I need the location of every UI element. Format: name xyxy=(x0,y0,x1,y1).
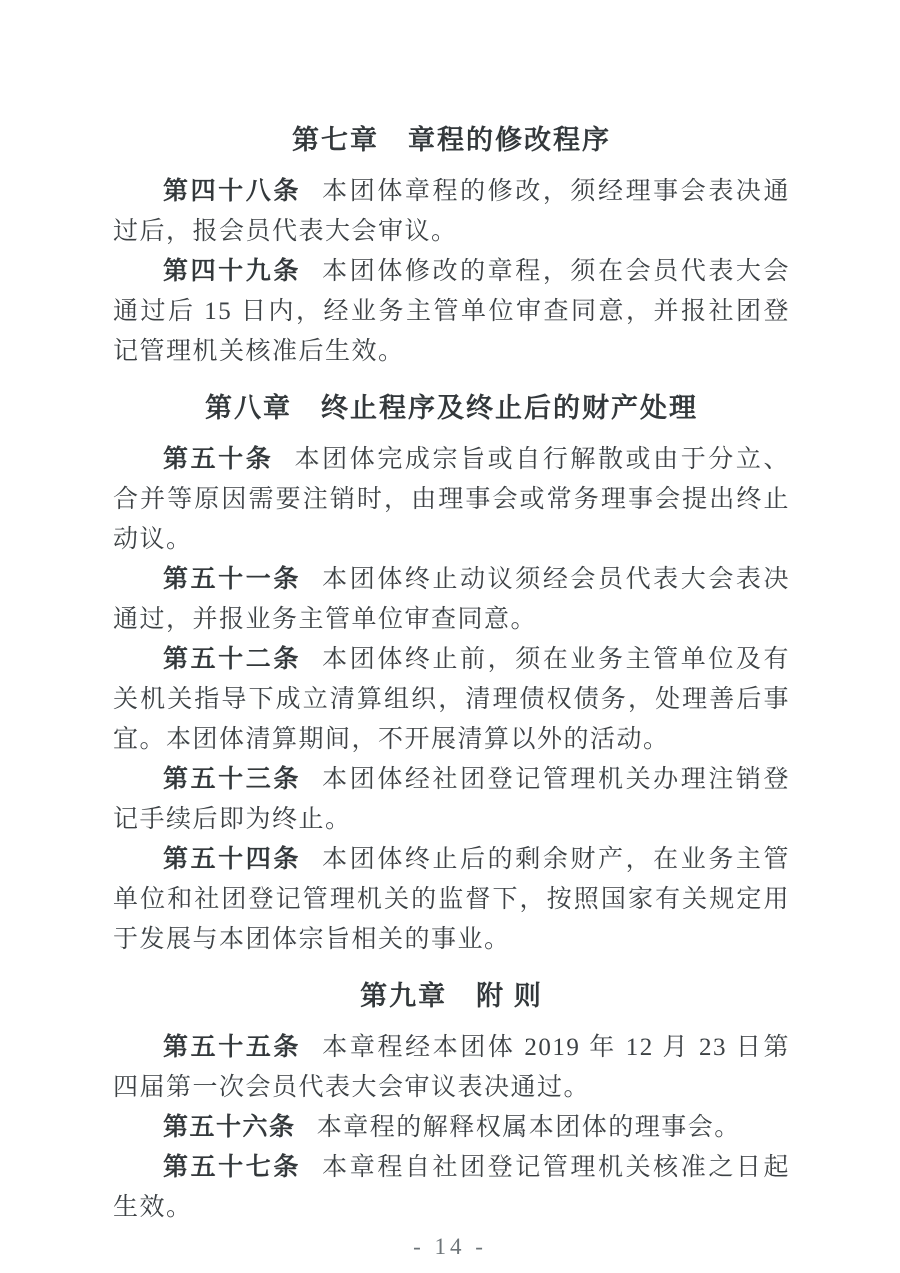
article-paragraph xyxy=(113,252,790,372)
chapter-heading: 第七章 章程的修改程序 xyxy=(292,125,611,155)
article-label: 第五十七条 xyxy=(163,1154,301,1181)
article-label: 第五十条 xyxy=(163,446,274,473)
article-paragraph xyxy=(113,840,790,960)
chapter-section xyxy=(113,976,790,1228)
article-paragraph xyxy=(113,172,790,252)
article-paragraph xyxy=(113,1148,790,1228)
article-text: 本章程自社团登记管理机关核准之日起生效。 xyxy=(113,1154,790,1221)
chapter-heading: 第八章 终止程序及终止后的财产处理 xyxy=(205,393,698,423)
article-text: 本团体修改的章程，须在会员代表大会通过后 15 日内，经业务主管单位审查同意，并报社团登记管理机关核准后生效。 xyxy=(113,258,790,365)
chapter-articles xyxy=(113,1028,790,1228)
page-number: - 14 - xyxy=(413,1234,487,1259)
article-text: 本团体章程的修改，须经理事会表决通过后，报会员代表大会审议。 xyxy=(113,178,790,245)
article-paragraph xyxy=(113,640,790,760)
article-text: 本章程的解释权属本团体的理事会。 xyxy=(316,1114,741,1141)
article-label: 第五十二条 xyxy=(163,646,301,673)
chapter-heading: 第九章 附 则 xyxy=(360,981,543,1011)
article-paragraph xyxy=(113,560,790,640)
article-paragraph xyxy=(113,1028,790,1108)
article-text: 本团体完成宗旨或自行解散或由于分立、合并等原因需要注销时，由理事会或常务理事会提出终止动议。 xyxy=(113,446,790,553)
chapter-section xyxy=(113,120,790,372)
article-label: 第五十五条 xyxy=(163,1034,302,1061)
article-text: 本团体终止前，须在业务主管单位及有关机关指导下成立清算组织，清理债权债务，处理善后事宜。本团体清算期间，不开展清算以外的活动。 xyxy=(113,646,790,753)
article-text: 本团体终止后的剩余财产，在业务主管单位和社团登记管理机关的监督下，按照国家有关规定用于发展与本团体宗旨相关的事业。 xyxy=(113,846,790,953)
article-label: 第五十三条 xyxy=(163,766,301,793)
article-text: 本团体经社团登记管理机关办理注销登记手续后即为终止。 xyxy=(113,766,790,833)
article-label: 第五十六条 xyxy=(163,1114,296,1141)
article-paragraph xyxy=(113,760,790,840)
article-label: 第五十四条 xyxy=(163,846,301,873)
article-text: 本章程经本团体 2019 年 12 月 23 日第四届第一次会员代表大会审议表决通过。 xyxy=(113,1034,790,1101)
article-text: 本团体终止动议须经会员代表大会表决通过，并报业务主管单位审查同意。 xyxy=(113,566,790,633)
article-paragraph xyxy=(113,440,790,560)
chapter-section xyxy=(113,388,790,960)
article-label: 第四十八条 xyxy=(163,178,301,205)
article-label: 第五十一条 xyxy=(163,566,301,593)
article-label: 第四十九条 xyxy=(163,258,301,285)
article-paragraph xyxy=(113,1108,790,1148)
chapter-articles xyxy=(113,440,790,960)
chapter-articles xyxy=(113,172,790,372)
